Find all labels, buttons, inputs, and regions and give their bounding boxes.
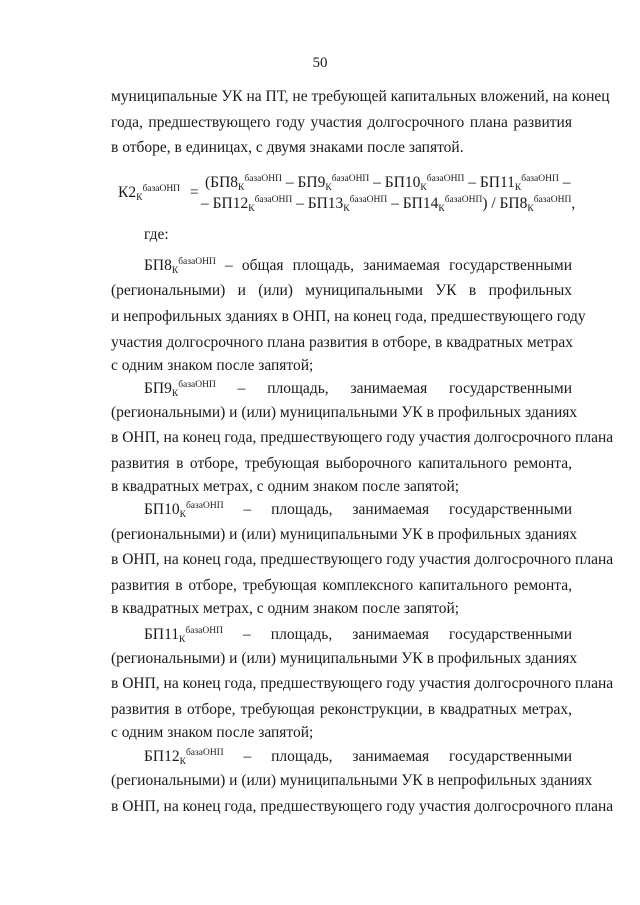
definition-bp8-line: участия долгосрочного плана развития в отборе, в квадратных метрах xyxy=(111,334,573,351)
definition-symbol: $БП8_К^{базаОНП}$ xyxy=(144,257,216,276)
definition-bp8-line: (региональными) и (или) муниципальными УК в профильных xyxy=(111,282,572,299)
definition-symbol: $БП12_К^{базаОНП}$ xyxy=(144,748,224,767)
definition-bp10-line: в квадратных метрах, с одним знаком после запятой; xyxy=(111,600,460,617)
definition-bp10-first-line: $БП10_К^{базаОНП}$ – площадь, занимаемая государственными xyxy=(144,501,572,520)
intro-line-2: года, предшествующего году участия долгосрочного плана развития xyxy=(111,114,572,131)
definition-bp9-line: развития в отборе, требующая выборочного капитального ремонта, xyxy=(111,455,572,472)
definition-bp9-line: в ОНП, на конец года, предшествующего году участия долгосрочного плана xyxy=(111,429,614,446)
definition-bp11-line: в ОНП, на конец года, предшествующего году участия долгосрочного плана xyxy=(111,675,614,692)
definition-bp8-line: с одним знаком после запятой; xyxy=(111,357,314,374)
definition-symbol: $БП10_К^{базаОНП}$ xyxy=(144,501,224,520)
definition-bp9-first-line: $БП9_К^{базаОНП}$ – площадь, занимаемая государственными xyxy=(144,380,572,399)
definition-symbol: $БП11_К^{базаОНП}$ xyxy=(144,626,223,645)
definition-bp10-line: (региональными) и (или) муниципальными УК в профильных зданиях xyxy=(111,526,578,543)
definition-bp8-line: и непрофильных зданиях в ОНП, на конец года, предшествующего году xyxy=(111,308,586,325)
definition-symbol: $БП9_К^{базаОНП}$ xyxy=(144,380,216,399)
definition-bp11-line: с одним знаком после запятой; xyxy=(111,724,314,741)
intro-line-3: в отборе, в единицах, с двумя знаками после запятой. xyxy=(111,139,464,156)
definition-bp8-first-line: $БП8_К^{базаОНП}$ – общая площадь, занимаемая государственными xyxy=(144,257,573,276)
definition-bp12-line: (региональными) и (или) муниципальными УК в непрофильных зданиях xyxy=(111,772,593,789)
definition-bp9-line: в квадратных метрах, с одним знаком после запятой; xyxy=(111,478,460,495)
formula-numerator-line-1: ($БП8_К^{базаОНП} - БП9_К^{базаОНП} - БП10_К^{базаОНП} - БП11_К^{базаОНП}$ – xyxy=(205,174,571,193)
definition-bp11-first-line: $БП11_К^{базаОНП}$ – площадь, занимаемая государственными xyxy=(144,626,572,645)
formula-numerator-line-2: – $БП12_К^{базаОНП} - БП13_К^{базаОНП} - БП14_К^{базаОНП}) / БП8_К^{базаОНП}$, xyxy=(201,195,576,214)
page-number: 50 xyxy=(312,55,328,71)
definition-bp12-first-line: $БП12_К^{базаОНП}$ – площадь, занимаемая государственными xyxy=(144,748,572,767)
where-label: где: xyxy=(144,226,169,243)
definition-bp9-line: (региональными) и (или) муниципальными УК в профильных зданиях xyxy=(111,404,578,421)
definition-bp12-line: в ОНП, на конец года, предшествующего году участия долгосрочного плана xyxy=(111,798,614,815)
definition-bp10-line: в ОНП, на конец года, предшествующего году участия долгосрочного плана xyxy=(111,551,614,568)
definition-bp10-line: развития в отборе, требующая комплексного капитального ремонта, xyxy=(111,577,572,594)
definition-bp11-line: развития в отборе, требующая реконструкции, в квадратных метрах, xyxy=(111,701,572,718)
intro-line-1: муниципальные УК на ПТ, не требующей капитальных вложений, на конец xyxy=(111,88,610,105)
definition-bp11-line: (региональными) и (или) муниципальными УК в профильных зданиях xyxy=(111,650,578,667)
formula-lhs: $К2_К^{базаОНП}$ = xyxy=(118,184,199,203)
